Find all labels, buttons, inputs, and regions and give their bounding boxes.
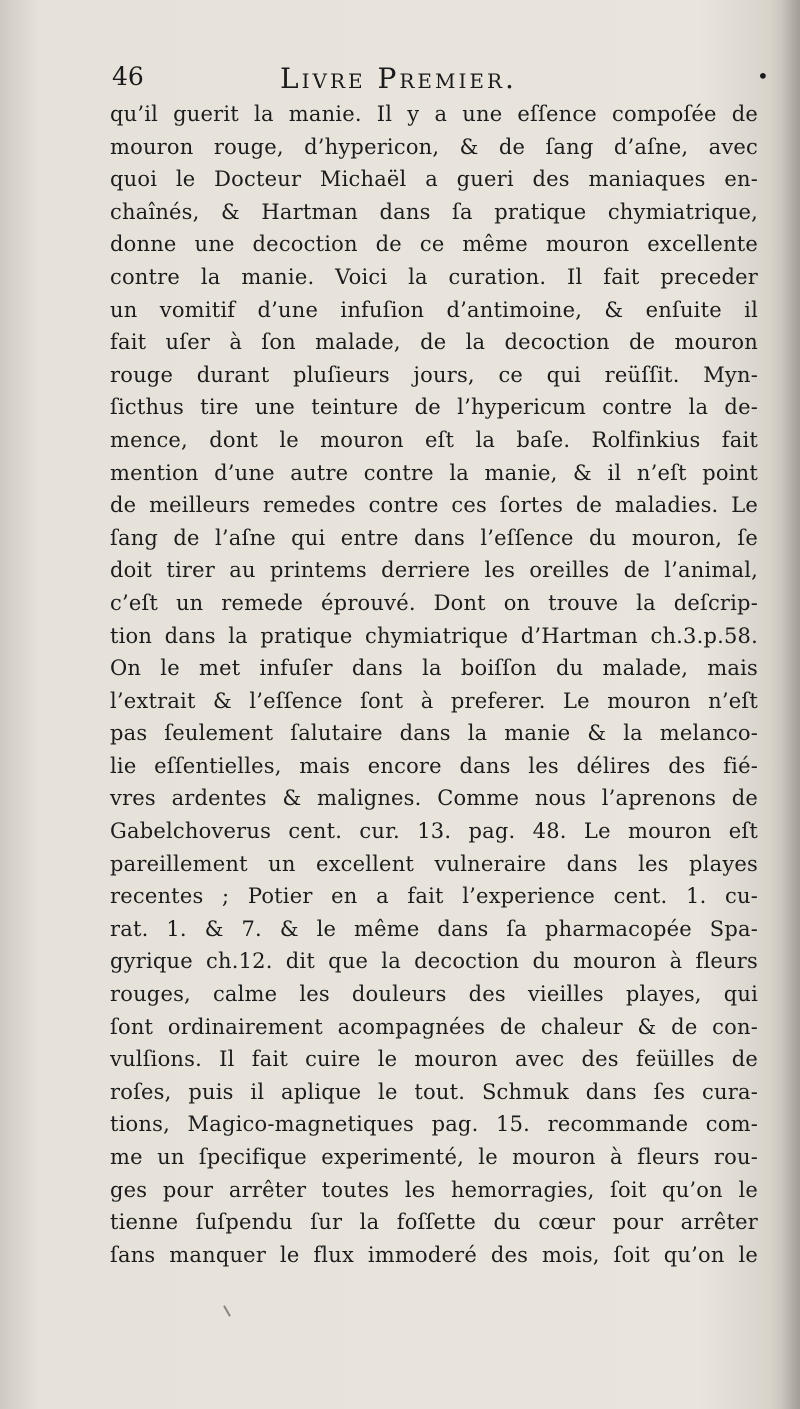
text-line: roſes, puis il aplique le tout. Schmuk dans ſes cura- (110, 1079, 758, 1104)
ink-mark (223, 1305, 231, 1316)
page-header (112, 62, 772, 96)
text-line: On le met infuſer dans la boiſſon du malade, mais (110, 656, 758, 681)
text-line: me un ſpecifique experimenté, le mouron à fleurs rou- (110, 1145, 758, 1169)
text-line: pas ſeulement ſalutaire dans la manie & la melanco- (110, 721, 758, 746)
text-line: vres ardentes & malignes. Comme nous l’aprenons de (110, 786, 758, 811)
running-title: Livre Premier. (280, 62, 517, 95)
text-line: c’eſt un remede éprouvé. Dont on trouve la deſcrip- (110, 590, 758, 615)
text-line: ſicthus tire une teinture de l’hypericum contre la de- (110, 395, 758, 420)
text-line: pareillement un excellent vulneraire dans les playes (110, 851, 758, 876)
header-mark: • (757, 64, 769, 88)
text-line: mention d’une autre contre la manie, & il n’eſt point (110, 460, 758, 485)
text-line: l’extrait & l’eſſence ſont à preferer. Le mouron n’eſt (110, 688, 758, 713)
text-line: Gabelchoverus cent. cur. 13. pag. 48. Le mouron eſt (110, 819, 758, 844)
text-line: doit tirer au printems derriere les oreilles de l’animal, (110, 558, 758, 583)
text-line: ſont ordinairement acompagnées de chaleur & de con- (110, 1014, 758, 1039)
text-line: recentes ; Potier en a fait l’experience cent. 1. cu- (110, 884, 758, 909)
text-line: tion dans la pratique chymiatrique d’Hartman ch.3.p.58. (110, 623, 758, 648)
body-text (110, 98, 758, 1271)
text-line: rouges, calme les douleurs des vieilles playes, qui (110, 982, 758, 1007)
text-line: de meilleurs remedes contre ces ſortes de maladies. Le (110, 493, 758, 518)
text-line: un vomitif d’une infuſion d’antimoine, & enſuite il (110, 297, 758, 322)
text-line: gyrique ch.12. dit que la decoction du mouron à fleurs (110, 949, 758, 974)
text-line: ges pour arrêter toutes les hemorragies, ſoit qu’on le (110, 1177, 758, 1202)
page-edge-shadow (782, 0, 800, 1409)
text-line: mence, dont le mouron eſt la baſe. Rolfinkius fait (110, 427, 758, 452)
page-number: 46 (112, 62, 144, 91)
text-line: contre la manie. Voici la curation. Il fait preceder (110, 264, 758, 289)
text-line: rat. 1. & 7. & le même dans ſa pharmacopée Spa- (110, 916, 758, 941)
text-line: ſang de l’aſne qui entre dans l’eſſence du mouron, ſe (110, 525, 758, 550)
text-line: ſans manquer le flux immoderé des mois, ſoit qu’on le (110, 1242, 758, 1267)
text-line: chaînés, & Hartman dans ſa pratique chymiatrique, (110, 199, 758, 224)
text-line: fait uſer à ſon malade, de la decoction de mouron (110, 330, 758, 355)
text-line: quoi le Docteur Michaël a gueri des maniaques en- (110, 167, 758, 192)
text-line: qu’il guerit la manie. Il y a une eſſence compoſée de (110, 102, 758, 126)
text-line: mouron rouge, d’hypericon, & de ſang d’aſne, avec (110, 134, 758, 159)
text-line: vulſions. Il fait cuire le mouron avec des feüilles de (110, 1047, 758, 1072)
text-line: lie eſſentielles, mais encore dans les délires des fié- (110, 753, 758, 778)
text-line: donne une decoction de ce même mouron excellente (110, 232, 758, 257)
text-line: tienne ſuſpendu ſur la foſſette du cœur pour arrêter (110, 1210, 758, 1235)
text-line: tions, Magico-magnetiques pag. 15. recommande com- (110, 1112, 758, 1137)
text-line: rouge durant pluſieurs jours, ce qui reüſſit. Myn- (110, 362, 758, 387)
